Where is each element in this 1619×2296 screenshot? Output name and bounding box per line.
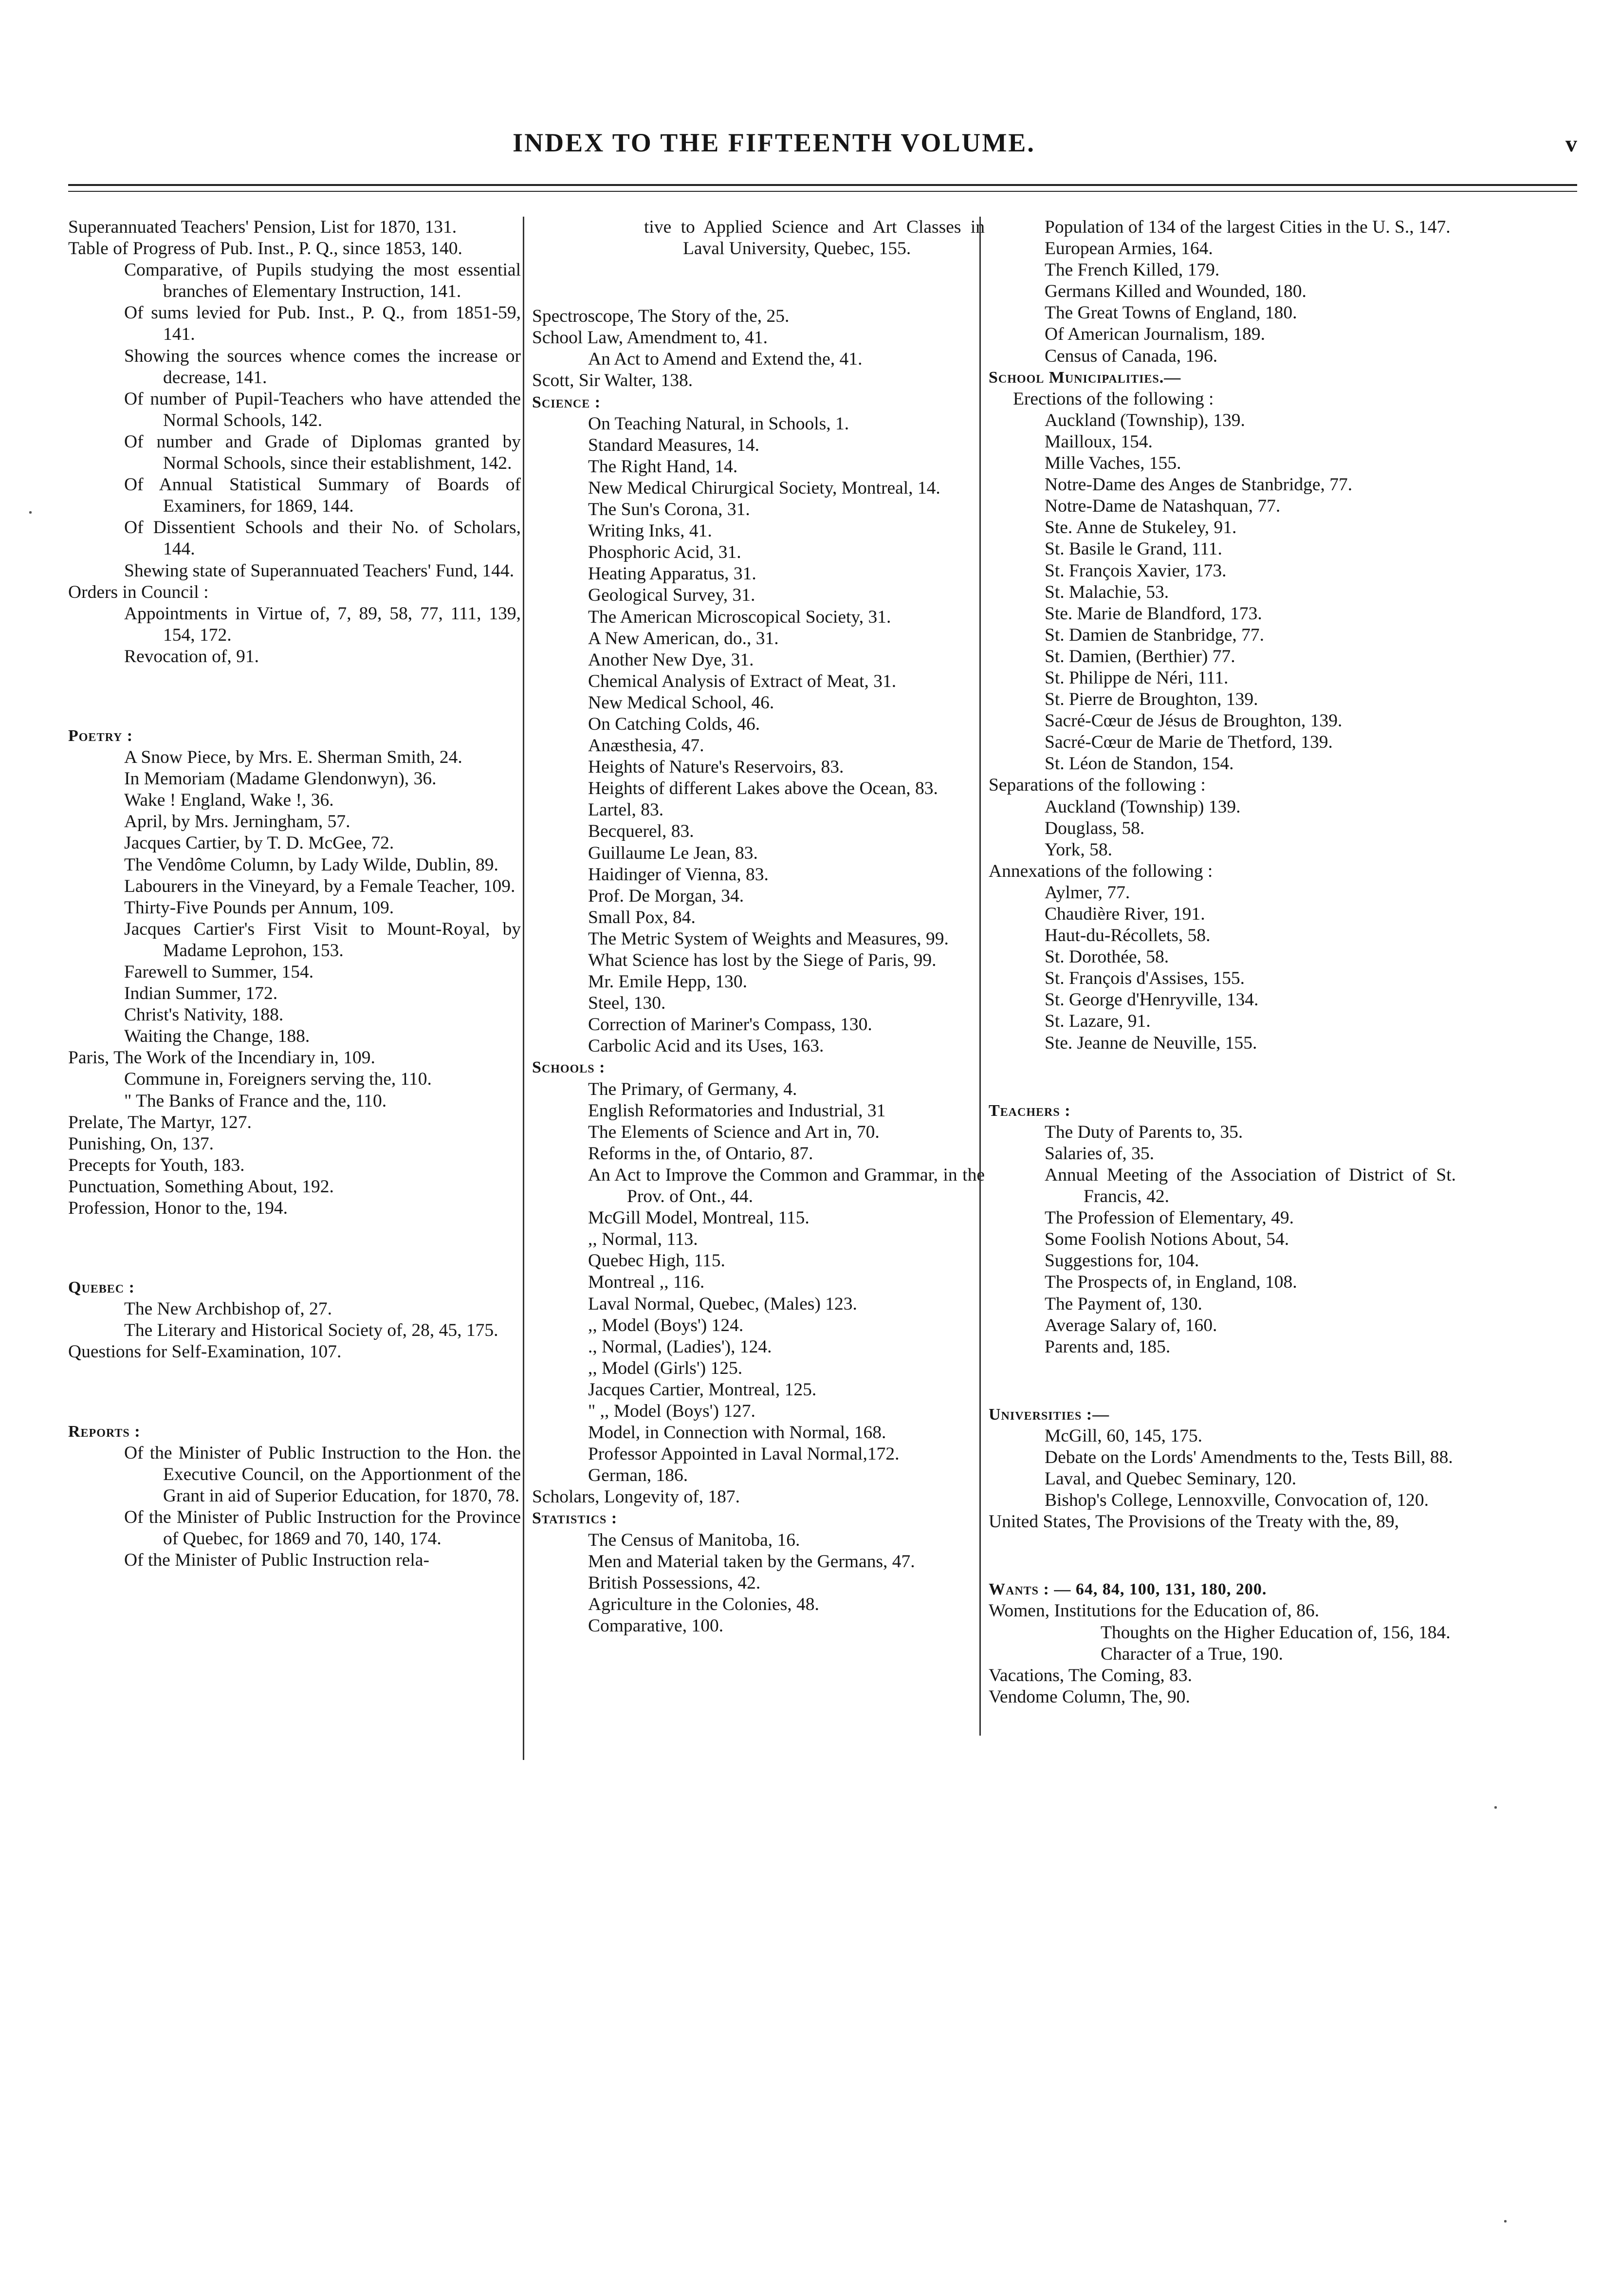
index-entry: What Science has lost by the Siege of Paris, 99. bbox=[588, 950, 937, 970]
index-entry: Small Pox, 84. bbox=[588, 907, 696, 927]
section-gap bbox=[989, 1072, 1456, 1082]
section-gap bbox=[68, 685, 521, 707]
index-entry: St. Pierre de Broughton, 139. bbox=[1045, 689, 1258, 710]
index-entry: Auckland (Township) 139. bbox=[1045, 796, 1241, 817]
index-entry: Guillaume Le Jean, 83. bbox=[588, 843, 758, 863]
index-entry: The Primary, of Germany, 4. bbox=[588, 1079, 797, 1099]
index-entry: Commune in, Foreigners serving the, 110. bbox=[124, 1069, 432, 1090]
index-entry: Chaudière River, 191. bbox=[1045, 904, 1205, 924]
index-entry: Wake ! England, Wake !, 36. bbox=[124, 790, 334, 811]
index-entry: Average Salary of, 160. bbox=[1045, 1315, 1217, 1335]
section-gap bbox=[532, 278, 985, 288]
index-entry: St. George d'Henryville, 134. bbox=[1045, 990, 1259, 1010]
index-entry: St. François Xavier, 173. bbox=[1045, 560, 1227, 581]
index-entry: Appointments in Virtue of, 7, 89, 58, 77, 111, 139, 154, 172. bbox=[124, 603, 521, 645]
index-entry: Spectroscope, The Story of the, 25. bbox=[532, 306, 790, 327]
index-entry: Laval Normal, Quebec, (Males) 123. bbox=[588, 1294, 857, 1314]
index-entry: Debate on the Lords' Amendments to the, Tests Bill, 88. bbox=[1045, 1447, 1453, 1467]
index-entry: The Prospects of, in England, 108. bbox=[1045, 1272, 1297, 1293]
index-entry: The Vendôme Column, by Lady Wilde, Dublin, 89. bbox=[124, 854, 498, 875]
section-gap bbox=[68, 1238, 521, 1259]
index-entry: European Armies, 164. bbox=[1045, 239, 1213, 259]
index-entry: Of the Minister of Public Instruction to the Hon. the Executive Council, on the Apportionment of the Grant in aid of Superior Education, for 1870, 78. bbox=[124, 1443, 521, 1506]
index-entry: Becquerel, 83. bbox=[588, 821, 694, 842]
index-entry: The Great Towns of England, 180. bbox=[1045, 303, 1297, 323]
page-number: v bbox=[1565, 131, 1577, 157]
index-entry: Anæsthesia, 47. bbox=[588, 736, 704, 756]
index-entry: Annexations of the following : bbox=[989, 861, 1213, 881]
index-entry: Vacations, The Coming, 83. bbox=[989, 1665, 1193, 1685]
index-entry: Indian Summer, 172. bbox=[124, 983, 278, 1004]
index-entry: Mille Vaches, 155. bbox=[1045, 453, 1181, 474]
index-entry: St. Dorothée, 58. bbox=[1045, 947, 1169, 967]
index-entry: Bishop's College, Lennoxville, Convocation of, 120. bbox=[1045, 1490, 1429, 1511]
index-entry: Prelate, The Martyr, 127. bbox=[68, 1112, 252, 1132]
index-entry: Shewing state of Superannuated Teachers' Fund, 144. bbox=[124, 560, 515, 581]
section-gap bbox=[989, 1551, 1456, 1561]
index-entry: School Law, Amendment to, 41. bbox=[532, 328, 768, 348]
index-entry: Christ's Nativity, 188. bbox=[124, 1005, 284, 1025]
index-entry: In Memoriam (Madame Glendonwyn), 36. bbox=[124, 769, 437, 789]
index-entry: German, 186. bbox=[588, 1465, 688, 1486]
index-entry: Of Dissentient Schools and their No. of Scholars, 144. bbox=[124, 518, 521, 559]
index-entry: The New Archbishop of, 27. bbox=[124, 1299, 332, 1319]
index-entry: April, by Mrs. Jerningham, 57. bbox=[124, 812, 350, 832]
scan-speck bbox=[1504, 2220, 1507, 2222]
index-entry: The Profession of Elementary, 49. bbox=[1045, 1208, 1294, 1228]
index-entry: Jacques Cartier, Montreal, 125. bbox=[588, 1379, 817, 1400]
index-entry: Comparative, of Pupils studying the most essential branches of Elementary Instruction, 141. bbox=[124, 260, 521, 302]
index-entry: Ste. Anne de Stukeley, 91. bbox=[1045, 518, 1237, 538]
index-entry: Of the Minister of Public Instruction rela- bbox=[124, 1550, 429, 1571]
index-entry: St. Damien, (Berthier) 77. bbox=[1045, 646, 1235, 667]
page-header bbox=[68, 128, 1577, 167]
index-entry: Ste. Jeanne de Neuville, 155. bbox=[1045, 1033, 1257, 1053]
index-entry: Geological Survey, 31. bbox=[588, 585, 755, 606]
index-entry: Germans Killed and Wounded, 180. bbox=[1045, 281, 1306, 302]
index-entry: Of sums levied for Pub. Inst., P. Q., from 1851-59, 141. bbox=[124, 303, 521, 345]
scan-speck bbox=[1494, 1806, 1497, 1809]
index-entry: Douglass, 58. bbox=[1045, 818, 1145, 838]
index-entry: Heating Apparatus, 31. bbox=[588, 564, 756, 584]
index-heading: Quebec : bbox=[68, 1278, 135, 1297]
index-entry: Correction of Mariner's Compass, 130. bbox=[588, 1015, 872, 1035]
index-entry: The Right Hand, 14. bbox=[588, 456, 738, 477]
index-entry: Montreal ,, 116. bbox=[588, 1272, 705, 1293]
index-entry: Separations of the following : bbox=[989, 775, 1206, 796]
index-entry: Salaries of, 35. bbox=[1045, 1143, 1154, 1164]
index-entry: Writing Inks, 41. bbox=[588, 521, 712, 541]
index-entry: Laval, and Quebec Seminary, 120. bbox=[1045, 1469, 1297, 1489]
index-entry: Prof. De Morgan, 34. bbox=[588, 886, 744, 906]
index-entry: Auckland (Township), 139. bbox=[1045, 410, 1245, 430]
index-entry: St. Damien de Stanbridge, 77. bbox=[1045, 625, 1264, 645]
index-entry: St. Basile le Grand, 111. bbox=[1045, 539, 1222, 559]
header-rule-thick bbox=[68, 184, 1577, 186]
index-entry: St. Lazare, 91. bbox=[1045, 1011, 1151, 1032]
index-entry: A Snow Piece, by Mrs. E. Sherman Smith, 24. bbox=[124, 747, 462, 768]
index-entry: Comparative, 100. bbox=[588, 1615, 724, 1636]
index-entry: Labourers in the Vineyard, by a Female Teacher, 109. bbox=[124, 876, 515, 896]
index-entry: Parents and, 185. bbox=[1045, 1336, 1171, 1357]
index-entry: Notre-Dame des Anges de Stanbridge, 77. bbox=[1045, 475, 1353, 495]
index-heading: Teachers : bbox=[989, 1101, 1071, 1120]
index-entry: Reforms in the, of Ontario, 87. bbox=[588, 1143, 813, 1164]
index-entry: The Census of Manitoba, 16. bbox=[588, 1530, 800, 1550]
index-entry: Paris, The Work of the Incendiary in, 109. bbox=[68, 1048, 375, 1068]
index-entry: On Teaching Natural, in Schools, 1. bbox=[588, 413, 849, 434]
index-entry: Phosphoric Acid, 31. bbox=[588, 542, 741, 563]
index-entry: Carbolic Acid and its Uses, 163. bbox=[588, 1036, 824, 1056]
index-entry: Of number and Grade of Diplomas granted by Normal Schools, since their establishment, 142. bbox=[124, 431, 521, 474]
index-entry: An Act to Amend and Extend the, 41. bbox=[588, 349, 863, 370]
index-entry: Steel, 130. bbox=[588, 993, 666, 1014]
index-entry: " ,, Model (Boys') 127. bbox=[588, 1401, 755, 1421]
index-entry: Character of a True, 190. bbox=[1101, 1644, 1283, 1664]
index-entry: British Possessions, 42. bbox=[588, 1573, 761, 1593]
index-entry: " The Banks of France and the, 110. bbox=[124, 1091, 387, 1111]
index-heading: Poetry : bbox=[68, 726, 133, 745]
index-entry: The Duty of Parents to, 35. bbox=[1045, 1122, 1243, 1142]
index-entry: Thoughts on the Higher Education of, 156, 184. bbox=[1101, 1622, 1451, 1643]
index-column-middle bbox=[523, 217, 985, 1760]
index-entry: Haut-du-Récollets, 58. bbox=[1045, 926, 1211, 946]
index-entry: ,, Model (Boys') 124. bbox=[588, 1315, 744, 1335]
index-entry: Profession, Honor to the, 194. bbox=[68, 1198, 288, 1219]
index-entry: Mailloux, 154. bbox=[1045, 431, 1153, 452]
index-entry: Heights of different Lakes above the Ocean, 83. bbox=[588, 778, 938, 799]
index-entry: McGill Model, Montreal, 115. bbox=[588, 1208, 810, 1228]
index-heading: Wants : — 64, 84, 100, 131, 180, 200. bbox=[989, 1580, 1267, 1599]
page-title: INDEX TO THE FIFTEENTH VOLUME. bbox=[513, 128, 1035, 157]
index-entry: New Medical School, 46. bbox=[588, 692, 774, 713]
scan-speck bbox=[29, 511, 32, 514]
index-entry: Another New Dye, 31. bbox=[588, 649, 754, 670]
index-entry: Standard Measures, 14. bbox=[588, 435, 760, 455]
index-entry: Erections of the following : bbox=[1013, 389, 1214, 409]
index-entry: Heights of Nature's Reservoirs, 83. bbox=[588, 757, 844, 778]
index-entry: The American Microscopical Society, 31. bbox=[588, 607, 891, 627]
index-entry: English Reformatories and Industrial, 31 bbox=[588, 1100, 886, 1121]
index-entry: St. Malachie, 53. bbox=[1045, 582, 1169, 602]
index-entry: Precepts for Youth, 183. bbox=[68, 1155, 245, 1175]
index-heading: School Municipalities.— bbox=[989, 368, 1181, 387]
index-entry: Lartel, 83. bbox=[588, 800, 664, 820]
index-entry: Annual Meeting of the Association of District of St. Francis, 42. bbox=[1045, 1165, 1456, 1207]
index-entry: The Payment of, 130. bbox=[1045, 1294, 1202, 1314]
index-entry: Chemical Analysis of Extract of Meat, 31. bbox=[588, 671, 897, 691]
index-entry: Census of Canada, 196. bbox=[1045, 346, 1218, 366]
index-entry: Of American Journalism, 189. bbox=[1045, 324, 1266, 345]
index-entry: The Literary and Historical Society of, 28, 45, 175. bbox=[124, 1320, 498, 1341]
index-entry: Punctuation, Something About, 192. bbox=[68, 1176, 334, 1197]
index-entry: Showing the sources whence comes the increase or decrease, 141. bbox=[124, 346, 521, 388]
index-entry: Jacques Cartier's First Visit to Mount-Royal, by Madame Leprohon, 153. bbox=[124, 919, 521, 961]
index-entry: Scott, Sir Walter, 138. bbox=[532, 370, 693, 391]
index-heading: Science : bbox=[532, 393, 601, 411]
index-entry: Waiting the Change, 188. bbox=[124, 1026, 310, 1047]
index-entry: Suggestions for, 104. bbox=[1045, 1251, 1199, 1271]
index-entry: St. Léon de Standon, 154. bbox=[1045, 754, 1234, 774]
index-entry: Some Foolish Notions About, 54. bbox=[1045, 1229, 1289, 1250]
index-entry: Sacré-Cœur de Marie de Thetford, 139. bbox=[1045, 732, 1333, 753]
index-entry: On Catching Colds, 46. bbox=[588, 714, 760, 734]
index-entry: Farewell to Summer, 154. bbox=[124, 962, 314, 982]
index-entry: Of Annual Statistical Summary of Boards of Examiners, for 1869, 144. bbox=[124, 475, 521, 517]
index-entry: Of the Minister of Public Instruction for the Province of Quebec, for 1869 and 70, 140, 174. bbox=[124, 1507, 521, 1549]
index-entry: Ste. Marie de Blandford, 173. bbox=[1045, 603, 1262, 624]
index-entry: The Elements of Science and Art in, 70. bbox=[588, 1122, 880, 1142]
index-entry: Model, in Connection with Normal, 168. bbox=[588, 1423, 886, 1443]
index-entry: Jacques Cartier, by T. D. McGee, 72. bbox=[124, 833, 394, 853]
index-entry: Vendome Column, The, 90. bbox=[989, 1686, 1190, 1707]
section-gap bbox=[68, 1381, 521, 1403]
index-entry: Quebec High, 115. bbox=[588, 1251, 725, 1271]
index-entry: A New American, do., 31. bbox=[588, 628, 779, 648]
index-entry: St. François d'Assises, 155. bbox=[1045, 968, 1245, 989]
index-entry: Superannuated Teachers' Pension, List for 1870, 131. bbox=[68, 217, 457, 237]
index-entry: Women, Institutions for the Education of, 86. bbox=[989, 1601, 1320, 1621]
index-column-left bbox=[68, 217, 521, 1571]
index-entry: Questions for Self-Examination, 107. bbox=[68, 1342, 342, 1362]
index-entry: Mr. Emile Hepp, 130. bbox=[588, 972, 748, 992]
index-entry: United States, The Provisions of the Treaty with the, 89, bbox=[989, 1512, 1399, 1532]
index-entry: Aylmer, 77. bbox=[1045, 882, 1130, 903]
index-entry: Of number of Pupil-Teachers who have attended the Normal Schools, 142. bbox=[124, 389, 521, 430]
index-entry: Revocation of, 91. bbox=[124, 646, 259, 667]
index-entry: The Metric System of Weights and Measures, 99. bbox=[588, 928, 949, 949]
index-entry: An Act to Improve the Common and Grammar, in the Prov. of Ont., 44. bbox=[588, 1165, 985, 1207]
index-entry: McGill, 60, 145, 175. bbox=[1045, 1426, 1202, 1446]
index-entry: ,, Normal, 113. bbox=[588, 1229, 698, 1250]
index-entry: Professor Appointed in Laval Normal,172. bbox=[588, 1444, 900, 1464]
index-heading: Reports : bbox=[68, 1422, 141, 1441]
index-entry: Men and Material taken by the Germans, 47. bbox=[588, 1551, 915, 1572]
index-entry: Thirty-Five Pounds per Annum, 109. bbox=[124, 897, 394, 918]
index-entry: Orders in Council : bbox=[68, 582, 209, 602]
index-entry: St. Philippe de Néri, 111. bbox=[1045, 667, 1229, 688]
section-gap bbox=[989, 1376, 1456, 1386]
index-heading: Statistics : bbox=[532, 1509, 618, 1528]
index-entry: Population of 134 of the largest Cities in the U. S., 147. bbox=[1045, 217, 1451, 237]
index-entry: Punishing, On, 137. bbox=[68, 1133, 214, 1154]
index-heading: Universities :— bbox=[989, 1405, 1110, 1424]
index-entry: Haidinger of Vienna, 83. bbox=[588, 864, 769, 885]
index-entry: ,, Model (Girls') 125. bbox=[588, 1358, 743, 1378]
index-column-right bbox=[979, 217, 1456, 1736]
index-entry: Notre-Dame de Natashquan, 77. bbox=[1045, 496, 1281, 517]
index-entry: Sacré-Cœur de Jésus de Broughton, 139. bbox=[1045, 711, 1343, 731]
index-entry: The French Killed, 179. bbox=[1045, 260, 1220, 280]
index-entry: The Sun's Corona, 31. bbox=[588, 500, 750, 520]
index-entry: Table of Progress of Pub. Inst., P. Q., since 1853, 140. bbox=[68, 239, 462, 259]
index-entry: Agriculture in the Colonies, 48. bbox=[588, 1594, 819, 1614]
index-entry: tive to Applied Science and Art Classes in Laval University, Quebec, 155. bbox=[644, 217, 985, 259]
header-rule-thin bbox=[68, 191, 1577, 192]
index-entry: Scholars, Longevity of, 187. bbox=[532, 1487, 740, 1507]
index-heading: Schools : bbox=[532, 1058, 606, 1077]
index-entry: ., Normal, (Ladies'), 124. bbox=[588, 1336, 772, 1357]
index-entry: York, 58. bbox=[1045, 839, 1112, 860]
index-entry: New Medical Chirurgical Society, Montreal, 14. bbox=[588, 478, 940, 498]
